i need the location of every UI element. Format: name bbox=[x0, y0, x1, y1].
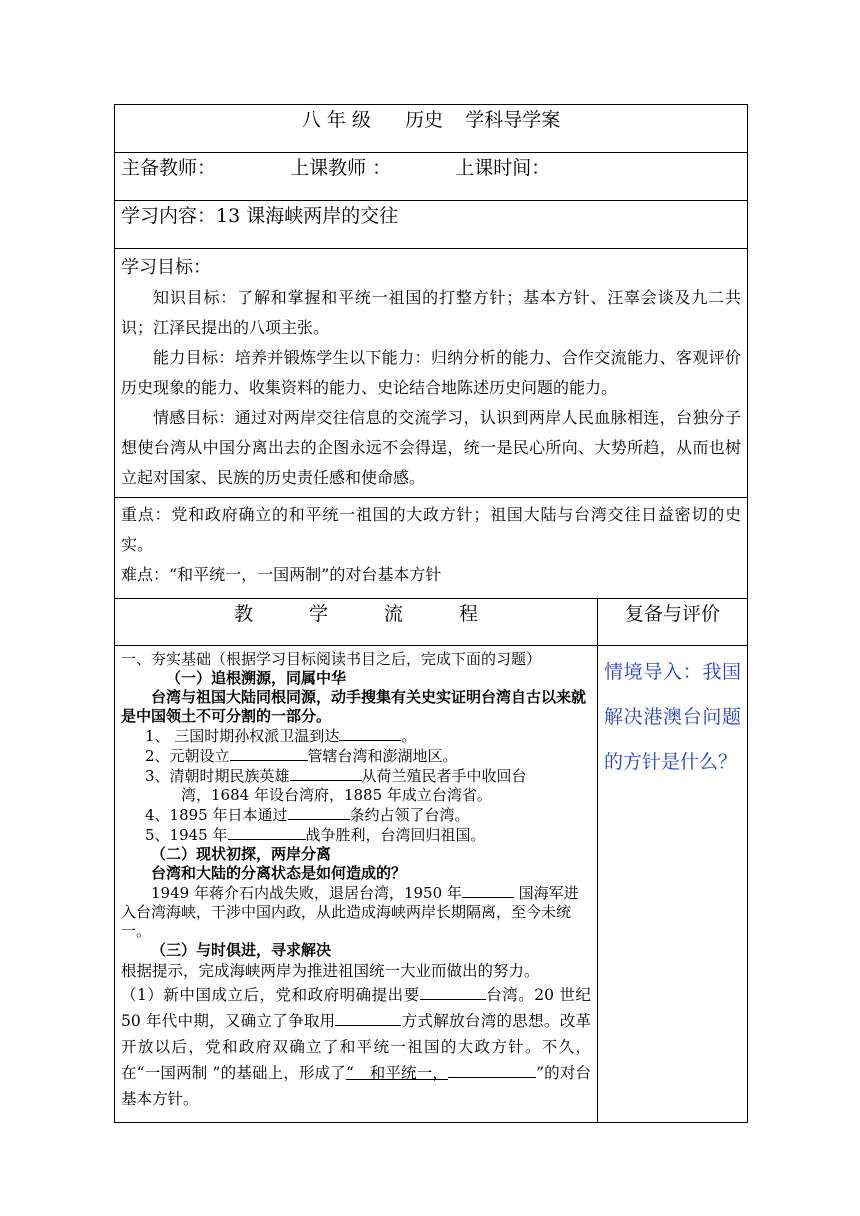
page-title bbox=[115, 105, 748, 153]
ability-goal: 能力目标：培养并锻炼学生以下能力：归纳分析的能力、合作交流能力、客观评价历史现象的能力、收集资料的能力、史论结合地陈述历史问题的能力。 bbox=[121, 348, 742, 397]
question-5: 5、1945 年 战争胜利，台湾回归祖国。 bbox=[145, 826, 486, 844]
intro-line: 一、夯实基础（根据学习目标阅读书目之后，完成下面的习题） bbox=[121, 650, 542, 668]
key-points bbox=[115, 498, 748, 599]
question-2: 2、元朝设立 管辖台湾和澎湖地区。 bbox=[145, 747, 458, 765]
learning-content: 学习内容：13 课海峡两岸的交往 bbox=[115, 201, 748, 249]
section3-prompt: 根据提示，完成海峡两岸为推进祖国统一大业而做出的努力。 bbox=[121, 962, 540, 980]
teacher-row bbox=[115, 153, 748, 201]
goals-heading: 学习目标： bbox=[121, 257, 211, 278]
learning-goals bbox=[115, 249, 748, 498]
lesson-plan-table bbox=[114, 104, 748, 1123]
content-row bbox=[115, 201, 748, 249]
goals-row bbox=[115, 249, 748, 498]
flow-body-row bbox=[115, 646, 748, 1123]
review-notes: 情境导入：我国解决港澳台问题的方针是什么？ bbox=[598, 646, 748, 1123]
emotion-goal: 情感目标：通过对两岸交往信息的交流学习，认识到两岸人民血脉相连，台独分子想使台湾从中国分离出去的企图永远不会得逞，统一是民心所向、大势所趋，从而也树立起对国家、民族的历史责任感和使命感。 bbox=[121, 408, 742, 487]
section2-title: （二）现状初探，两岸分离 bbox=[151, 845, 332, 863]
teaching-flow-header: 教 学 流 程 bbox=[115, 599, 598, 646]
grade-label: 八 年 级 bbox=[301, 109, 371, 131]
flow-header-row bbox=[115, 599, 748, 646]
knowledge-goal: 知识目标：了解和掌握和平统一祖国的打整方针；基本方针、汪辜会谈及九二共识；江泽民提出的八项主张。 bbox=[121, 288, 742, 337]
title-row bbox=[115, 105, 748, 153]
section1-prompt: 台湾与祖国大陆同根同源，动手搜集有关史实证明台湾自古以来就是中国领土不可分割的一部分。 bbox=[121, 688, 587, 725]
difficulty-point: 难点：“和平统一，一国两制”的对台基本方针 bbox=[121, 565, 442, 584]
section1-title: （一）追根溯源，同属中华 bbox=[166, 669, 347, 687]
question-3: 3、清朝时期民族英雄 从荷兰殖民者手中收回台 bbox=[145, 767, 527, 785]
question-4: 4、1895 年日本通过 条约占领了台湾。 bbox=[145, 806, 470, 824]
lesson-plan-sheet bbox=[114, 104, 747, 1123]
doc-type-label: 学科导学案 bbox=[465, 109, 561, 131]
section2-prompt: 台湾和大陆的分离状态是如何造成的？ bbox=[151, 864, 407, 882]
section3-paragraph: （1）新中国成立后，党和政府明确提出要 台湾。20 世纪 50 年代中期，又确立了争取用 方式解放台湾的思想。改革开放以后，党和政府双确立了和平统一祖国的大政方针。不久，在“一国两制 ”的基础上，形成了“ 和平统一， ”的对台基本方针。 bbox=[121, 986, 591, 1108]
question-1: 1、 三国时期孙权派卫温到达 。 bbox=[145, 727, 417, 745]
section2-text: 1949 年蒋介石内战失败，退居台湾，1950 年 国海军进入台湾海峡，干涉中国内政，从此造成海峡两岸长期隔离，至今未统一。 bbox=[121, 884, 579, 940]
teaching-flow-body bbox=[115, 646, 598, 1123]
focus-point: 重点：党和政府确立的和平统一祖国的大政方针；祖国大陆与台湾交往日益密切的史实。 bbox=[121, 505, 742, 554]
key-points-row bbox=[115, 498, 748, 599]
main-teacher-label: 主备教师： bbox=[121, 157, 217, 179]
lecturer-label: 上课教师 ： bbox=[290, 157, 392, 179]
class-time-label: 上课时间： bbox=[455, 157, 551, 179]
question-3-cont: 湾，1684 年设台湾府，1885 年成立台湾省。 bbox=[181, 786, 492, 804]
review-header: 复备与评价 bbox=[598, 599, 748, 646]
section3-title: （三）与时俱进，寻求解决 bbox=[151, 941, 332, 959]
subject-label: 历史 bbox=[405, 109, 444, 131]
